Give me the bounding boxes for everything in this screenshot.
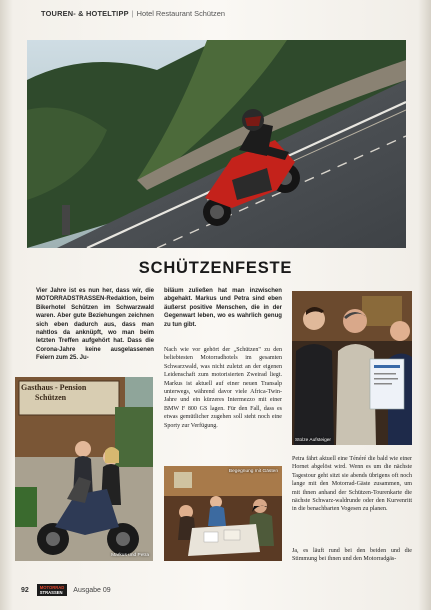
logo-top: MOTORRAD xyxy=(39,585,65,590)
intro-column-1: Vier Jahre ist es nun her, dass wir, die MOTORRADSTRASSEN-Redaktion, beim Bikerhotel Schützen im Schwarzwald waren. Aber gute Beziehungen zeichnen sich eben dadurch aus, dass man nahtlos da anknüpft, wo man beim letzten Treffen aufgehört hat. Dass die Corona-Jahre keine ausgelassenen Feiern zum 25. Ju- xyxy=(36,288,154,362)
page-number: 92 xyxy=(21,586,29,594)
caption-pension: Markus und Petra xyxy=(111,553,149,558)
article-title: SCHÜTZENFESTE xyxy=(138,259,293,277)
hotel-name: Hotel Restaurant Schützen xyxy=(136,9,225,18)
photo-team-certificate xyxy=(292,291,412,445)
page-header xyxy=(41,9,225,18)
body-column-3: Petra fährt aktuell eine Ténéré die bald wie einer Hornet abgelöst wird. Wenn es um die nächste Tagestour geht sitzt sie abends übrigens oft noch lange mit den Motorrad-Gäste zusammen, um mit ihnen anhand der Schützen-Tourenkarte die nächste Schwarz-waldrunde oder den Kurvenritt in die benachbarten Vogesen zu planen. xyxy=(292,456,412,513)
photo-guests-table xyxy=(164,466,282,561)
sign-schuetzen: Schützen xyxy=(35,393,67,402)
header-separator: | xyxy=(131,9,134,18)
section-label: TOUREN- & HOTELTIPP xyxy=(41,9,129,18)
photo-pension-motorcycle xyxy=(15,377,153,561)
issue-label: Ausgabe 09 xyxy=(73,586,111,594)
logo-bottom: STRASSEN xyxy=(39,590,63,595)
body-column-2: Nach wie vor gehört der „Schützen" zu den beliebtesten Motorradhotels im gesamten Schwarzwald, was nicht zuletzt an der eigenen Leidenschaft zum motorisierten Zweirad liegt. Markus ist aktuell auf einer neuen Transalp unterwegs, während davor viele Africa-Twin-Jahre und ein kürzeres Intermezzo mit einer BMW F 800 GS lagen. Für den Fall, dass es etwas gemütlicher zugehen soll steht noch eine Sporty zur Verfügung. xyxy=(164,347,282,429)
sign-pension: Gasthaus - Pension xyxy=(21,383,87,392)
page-footer xyxy=(21,584,111,596)
body-column-3-continued: Ja, es läuft rund bei den beiden und die Stimmung bei ihnen und den Motorradgäs- xyxy=(292,548,412,563)
caption-room: Begegnung mit Gästen xyxy=(228,469,278,474)
caption-team: Stolze Aufsteiger xyxy=(295,438,331,443)
hero-photo-motorcycle-road xyxy=(27,40,406,248)
intro-column-2: biläum zuließen hat man inzwischen abgehakt. Markus und Petra sind eben äußerst positive Menschen, die in der Gegenwart leben, wo es wahrlich genug zu tun gibt. xyxy=(164,288,282,328)
magazine-logo xyxy=(37,584,68,596)
